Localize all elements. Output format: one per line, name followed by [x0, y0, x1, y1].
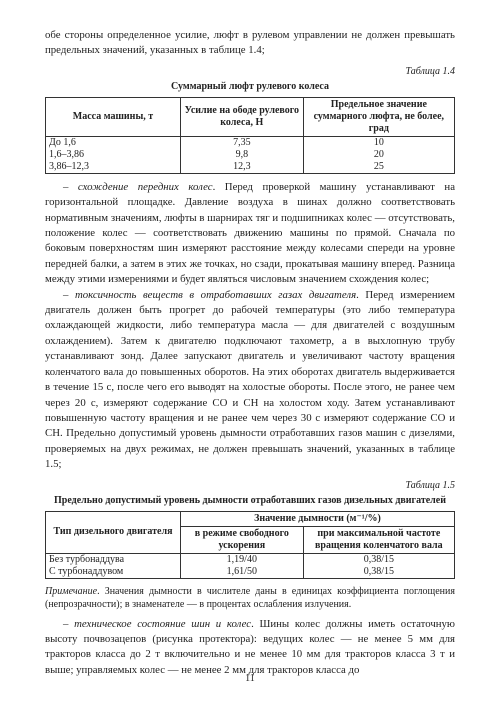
toxicity-paragraph — [45, 288, 455, 473]
table-header-cell: при максимальной частоте вращения коленчатого вала — [303, 526, 454, 553]
table-cell: 3,86–12,3 — [46, 161, 181, 174]
table-cell: 12,3 — [180, 161, 303, 174]
convergence-lead: – схождение передних колес — [63, 180, 213, 193]
note-text: . Значения дымности в числителе даны в единицах коэффициента поглощения (непрозрачности); в знаменателе — в процентах ослабления излучения. — [45, 585, 455, 610]
table-row — [46, 161, 455, 174]
table-1-4-title: Суммарный люфт рулевого колеса — [171, 80, 329, 92]
table-cell: Без турбонаддува — [46, 553, 181, 566]
table-1-4 — [45, 97, 455, 174]
table-cell: С турбонаддувом — [46, 566, 181, 579]
table-cell: 0,38/15 — [303, 566, 454, 579]
note-lead: Примечание — [45, 585, 98, 597]
table-1-4-caption: Таблица 1.4 — [405, 65, 455, 77]
table-cell: 7,35 — [180, 136, 303, 149]
table-cell: 10 — [303, 136, 454, 149]
table-header-cell: Значение дымности (м⁻¹/%) — [180, 511, 454, 526]
table-row — [46, 553, 455, 566]
convergence-paragraph — [45, 180, 455, 288]
page-number: 11 — [245, 673, 255, 684]
convergence-text: . Перед проверкой машину устанавливают на горизонтальной площадке. Давление воздуха в шинах должно соответствовать нормативным значениям, люфты в шарнирах тяг и подшипниках колес — отсутствовать, положение колес — соответствовать движению машины по прямой. Сначала по боковым поверхностям шин измеряют расстояние между колесами спереди на уровне передней балки, а затем в этих же точках, но сзади, прокатывая машину вперед. Разница между этими измерениями и будет являться числовым значением схождения колес; — [45, 180, 455, 286]
table-header-row — [46, 511, 455, 526]
intro-paragraph: обе стороны определенное усилие, люфт в рулевом управлении не должен превышать предельных значений, указанных в таблице 1.4; — [45, 29, 455, 57]
table-row — [46, 149, 455, 161]
table-cell: 0,38/15 — [303, 553, 454, 566]
table-header-cell: Усилие на ободе рулевого колеса, Н — [180, 97, 303, 136]
tires-text: . Шины колес должны иметь остаточную высоту почвозацепов (рисунка протектора): ведущих колес — не менее 5 мм для тракторов класса до 2 т включительно и не менее 10 мм для тракторов класса 3 т и выше; управляемых колес — не менее 2 мм для тракторов класса до — [45, 617, 455, 676]
table-note — [45, 585, 455, 611]
table-cell: 1,61/50 — [180, 566, 303, 579]
table-header-cell: в режиме свободного ускорения — [180, 526, 303, 553]
tires-paragraph — [45, 617, 455, 679]
table-header-cell: Тип дизельного двигателя — [46, 511, 181, 553]
table-cell: 1,19/40 — [180, 553, 303, 566]
table-1-5-caption: Таблица 1.5 — [405, 479, 455, 491]
table-1-5 — [45, 511, 455, 579]
toxicity-lead: – токсичность веществ в отработавших газах двигателя — [63, 288, 357, 301]
table-header-cell: Предельное значение суммарного люфта, не более, град — [303, 97, 454, 136]
table-cell: 9,8 — [180, 149, 303, 161]
table-row — [46, 566, 455, 579]
toxicity-text: . Перед измерением двигатель должен быть прогрет до рабочей температуры (это либо температура охлаждающей жидкости, либо температура масла — для двигателей с воздушным охлаждением). Затем к двигателю подключают тахометр, а в выхлопную трубу устанавливают зонд. Далее запускают двигатель и увеличивают частоту вращения коленчатого вала до повышенных оборотов. На этих оборотах двигатель выдерживается в течение 15 с, после чего его выводят на холостые обороты. После этого, не ранее чем через 20 с, измеряют содержание CO и CH на холостом ходу. Затем устанавливают повышенную частоту вращения и не ранее чем через 30 с измеряют содержание CO и CH. Предельно допустимый уровень дымности отработавших газов машин с дизелями, проверяемых на двух режимах, не должен превышать значений, указанных в таблице 1.5; — [45, 288, 455, 471]
table-1-5-title: Предельно допустимый уровень дымности отработавших газов дизельных двигателей — [54, 494, 446, 506]
tires-lead: – техническое состояние шин и колес — [63, 617, 252, 630]
table-cell: До 1,6 — [46, 136, 181, 149]
table-cell: 25 — [303, 161, 454, 174]
table-header-row — [46, 97, 455, 136]
table-cell: 20 — [303, 149, 454, 161]
table-header-cell: Масса машины, т — [46, 97, 181, 136]
table-row — [46, 136, 455, 149]
page-body — [45, 28, 455, 678]
table-cell: 1,6–3,86 — [46, 149, 181, 161]
